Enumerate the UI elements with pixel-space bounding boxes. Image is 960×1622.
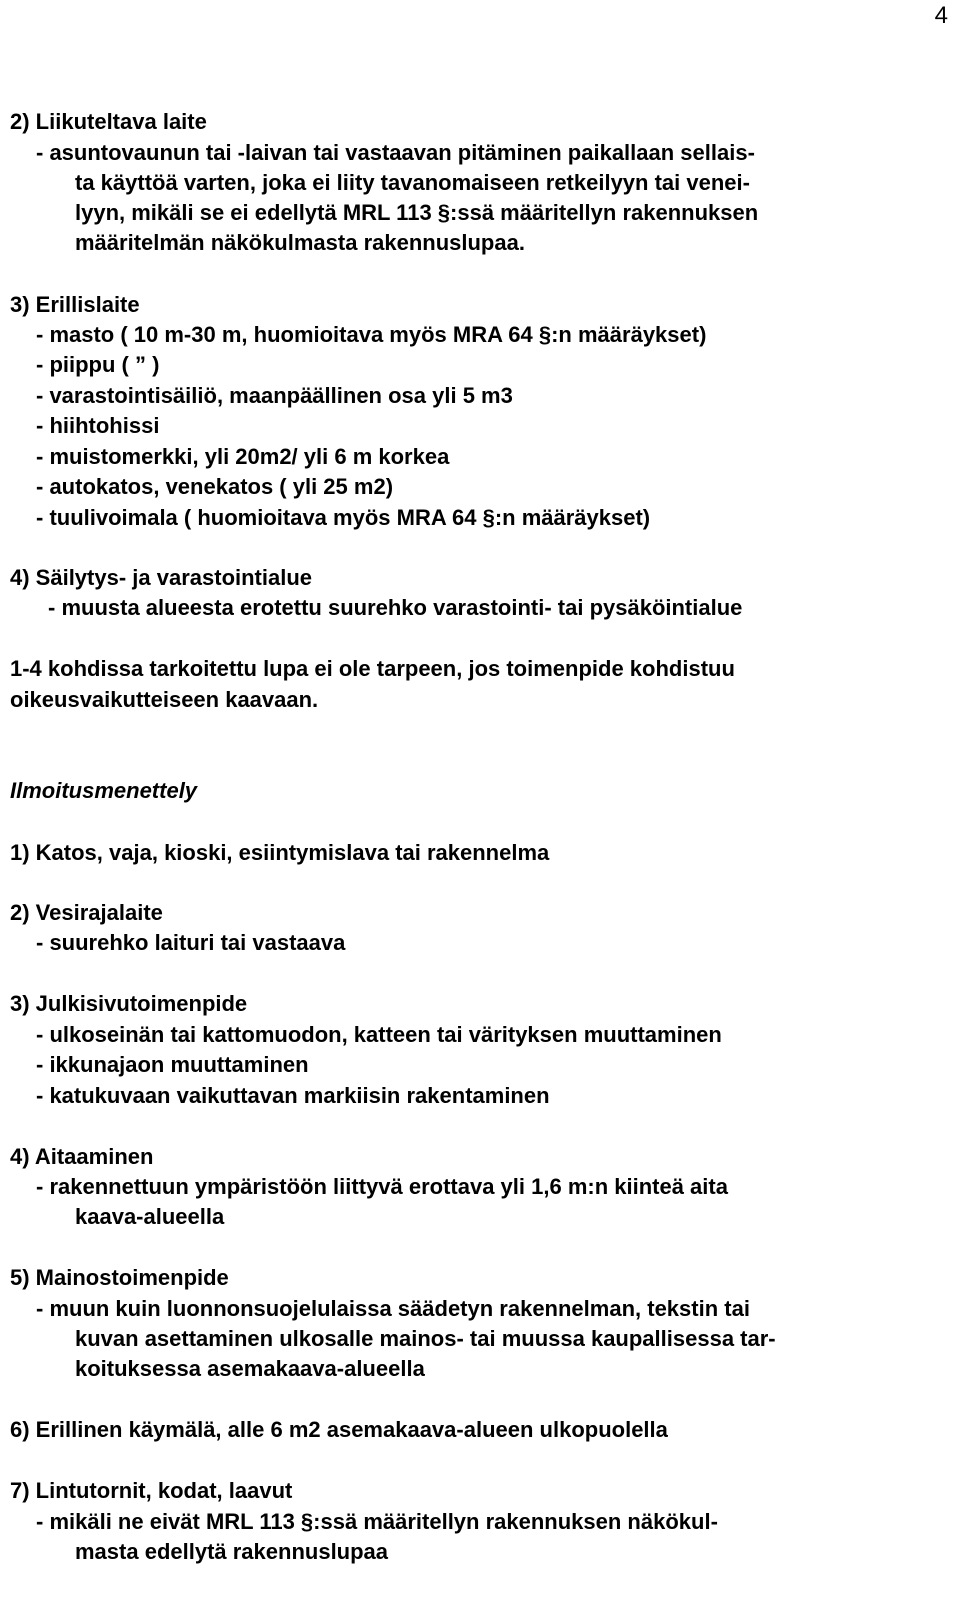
list-item: - asuntovaunun tai -laivan tai vastaavan pitäminen paikallaan sellais- [36, 140, 755, 165]
section-heading: 5) Mainostoimenpide [10, 1265, 229, 1290]
list-item-continuation: kaava-alueella [75, 1204, 225, 1229]
list-item-continuation: määritelmän näkökulmasta rakennuslupaa. [75, 230, 525, 255]
list-item: - varastointisäiliö, maanpäällinen osa yli 5 m3 [36, 383, 513, 408]
section-heading: 2) Liikuteltava laite [10, 109, 207, 134]
list-item: - tuulivoimala ( huomioitava myös MRA 64 §:n määräykset) [36, 505, 651, 530]
section-heading: 6) Erillinen käymälä, alle 6 m2 asemakaava-alueen ulkopuolella [10, 1417, 668, 1442]
list-item: - masto ( 10 m-30 m, huomioitava myös MRA 64 §:n määräykset) [36, 322, 707, 347]
list-item: - rakennettuun ympäristöön liittyvä erottava yli 1,6 m:n kiinteä aita [36, 1174, 728, 1199]
list-item: - katukuvaan vaikuttavan markiisin rakentaminen [36, 1083, 550, 1108]
section-heading: 2) Vesirajalaite [10, 900, 163, 925]
list-item-continuation: ta käyttöä varten, joka ei liity tavanomaiseen retkeilyyn tai venei- [75, 170, 750, 195]
section-heading: 3) Erillislaite [10, 292, 140, 317]
list-item: - muusta alueesta erotettu suurehko varastointi- tai pysäköintialue [48, 595, 743, 620]
list-item-continuation: koituksessa asemakaava-alueella [75, 1356, 425, 1381]
section-title: Ilmoitusmenettely [10, 778, 198, 803]
list-item: - muun kuin luonnonsuojelulaissa säädetyn rakennelman, tekstin tai [36, 1296, 750, 1321]
section-heading: 1) Katos, vaja, kioski, esiintymislava tai rakennelma [10, 840, 550, 865]
list-item-continuation: lyyn, mikäli se ei edellytä MRL 113 §:ssä määritellyn rakennuksen [75, 200, 759, 225]
list-item: - hiihtohissi [36, 413, 160, 438]
list-item: - suurehko laituri tai vastaava [36, 930, 346, 955]
note-text: oikeusvaikutteiseen kaavaan. [10, 687, 319, 712]
list-item-continuation: masta edellytä rakennuslupaa [75, 1539, 389, 1564]
list-item: - ikkunajaon muuttaminen [36, 1052, 309, 1077]
section-heading: 4) Säilytys- ja varastointialue [10, 565, 313, 590]
section-heading: 4) Aitaaminen [10, 1144, 154, 1169]
list-item: - autokatos, venekatos ( yli 25 m2) [36, 474, 394, 499]
section-heading: 7) Lintutornit, kodat, laavut [10, 1478, 293, 1503]
list-item: - muistomerkki, yli 20m2/ yli 6 m korkea [36, 444, 450, 469]
list-item-continuation: kuvan asettaminen ulkosalle mainos- tai muussa kaupallisessa tar- [75, 1326, 776, 1351]
list-item: - piippu ( ” ) [36, 352, 160, 377]
list-item: - ulkoseinän tai kattomuodon, katteen tai värityksen muuttaminen [36, 1022, 722, 1047]
list-item: - mikäli ne eivät MRL 113 §:ssä määritellyn rakennuksen näkökul- [36, 1509, 718, 1534]
note-text: 1-4 kohdissa tarkoitettu lupa ei ole tarpeen, jos toimenpide kohdistuu [10, 656, 735, 681]
page-number: 4 [934, 2, 948, 29]
section-heading: 3) Julkisivutoimenpide [10, 991, 248, 1016]
